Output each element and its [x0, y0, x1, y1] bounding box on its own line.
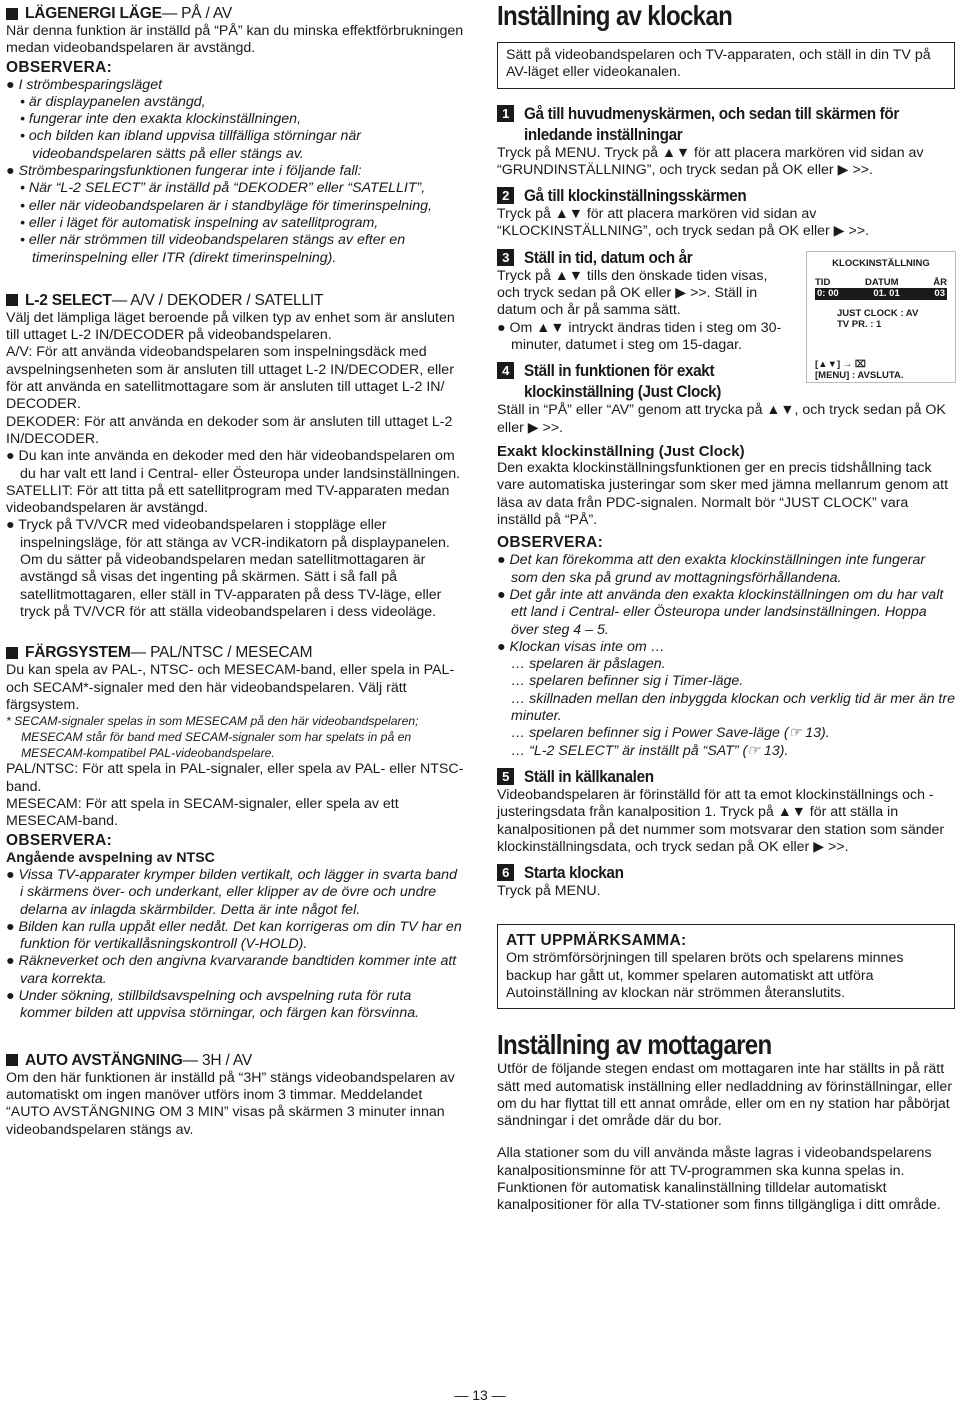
page-number: — 13 — [454, 1387, 506, 1403]
note-item: ● Strömbesparingsfunktionen fungerar inte i följande fall: [6, 163, 362, 180]
osd-just-clock: JUST CLOCK : AV [837, 308, 919, 319]
step-number-badge: 1 [497, 105, 514, 122]
note-label: OBSERVERA: [6, 831, 113, 849]
osd-menu-hint: [MENU] : AVSLUTA. [815, 370, 904, 381]
osd-value-row [815, 288, 947, 300]
step-3-heading: 3 Ställ in tid, datum och år [497, 247, 955, 268]
step-6-body: Tryck på MENU. [497, 883, 601, 900]
section-heading-fargsystem: FÄRGSYSTEM — PAL/NTSC / MESECAM [6, 643, 464, 662]
step-number-badge: 5 [497, 768, 514, 785]
note-subitem: • eller i läget för automatisk inspelning av satellitprogram, [20, 214, 379, 231]
just-clock-body: Den exakta klockinställningsfunktionen ger en precis tidshållning tack vare automatiska justeringar som sker med jämna mellanrum genom att läsa av data från PDC-signalen. Normalt bör “JUST CLOCK” vara inställd på “PÅ”. [497, 460, 949, 529]
osd-col-year: ÅR [933, 277, 947, 288]
square-bullet-icon [6, 8, 18, 20]
note-subitem: … spelaren befinner sig i Power Save-läge (☞ 13). [511, 725, 830, 742]
step-1-heading: 1 Gå till huvudmenyskärmen, och sedan till skärmen för inledande inställningar [497, 103, 955, 145]
note-subitem: • fungerar inte den exakta klockinställningen, [20, 111, 302, 128]
osd-title: KLOCKINSTÄLLNING [832, 258, 930, 269]
note-subitem: … “L-2 SELECT” är inställt på “SAT” (☞ 13). [511, 742, 789, 759]
step-2-body: Tryck på ▲▼ för att placera markören vid sidan av “KLOCKINSTÄLLNING”, och tryck sedan på OK eller ▶ >>. [497, 206, 870, 240]
step-number-badge: 2 [497, 187, 514, 204]
square-bullet-icon [6, 294, 18, 306]
note-subitem: … skillnaden mellan den inbyggda klockan och verklig tid är mer än tre minuter. [511, 690, 955, 725]
step-number-badge: 4 [497, 362, 514, 379]
section-body: När denna funktion är inställd på “PÅ” kan du minska effektförbrukningen medan videobandspelaren är avstängd. [6, 23, 464, 57]
page-title-receiver: Inställning av mottagaren [497, 1029, 772, 1061]
note-item: ● Det går inte att använda den exakta klockinställningen om du har valt ett land i Central- eller Östeuropa under landsinställningen. Hoppa över steg 4 – 5. [497, 586, 944, 638]
attention-text: Om strömförsörjningen till spelaren bröts och spelarens minnes backup har gått ut, kommer spelaren automatiskt att utföra Autoinställning av klockan när strömmen återanslutits. [506, 950, 904, 1001]
step-3-body: Tryck på ▲▼ tills den önskade tiden visas, och tryck sedan på OK eller ▶ >>. Ställ in datum och år på samma sätt. [497, 267, 768, 319]
left-column [6, 0, 464, 1139]
receiver-body-2: Alla stationer som du vill använda måste lagras i videobandspelarens kanalpositionsminne för att TV-programmen ska kunna spelas in. Funktionen för automatisk kanalinställning tilldelar automatiskt kanalpositioner för alla TV-stationer som finns tillgängliga i ditt område. [497, 1145, 941, 1214]
footnote: * SECAM-signaler spelas in som MESECAM på den här videobandspelaren; MESECAM står för band med SECAM-signaler som har spelats in på en MESECAM-kompatibel PAL-videobandspelare. [6, 714, 419, 760]
osd-tv-pr: TV PR. : 1 [837, 319, 882, 330]
note-item: ● Bilden kan rulla uppåt eller nedåt. Det kan korrigeras om din TV har en funktion för vertikallåsningskontroll (V-HOLD). [6, 918, 462, 953]
note-subitem: • När “L-2 SELECT” är inställd på “DEKODER” eller “SATELLIT”, [20, 180, 426, 197]
just-clock-heading: Exakt klockinställning (Just Clock) [497, 442, 745, 460]
note-label: OBSERVERA: [6, 58, 113, 76]
note-item: ● Klockan visas inte om … [497, 638, 665, 655]
step-4-heading: 4 Ställ in funktionen för exakt klockinställning (Just Clock) [497, 360, 955, 402]
osd-time-value: 0: 00 [817, 288, 839, 299]
section-heading-auto-avstangning: AUTO AVSTÄNGNING — 3H / AV [6, 1051, 464, 1070]
note-subitem: • eller när strömmen till videobandspelaren stängs av efter en timerinspelning eller ITR (direkt timerinspelning). [20, 232, 406, 266]
osd-col-date: DATUM [864, 277, 899, 288]
note-item: ● I strömbesparingsläget [6, 76, 163, 93]
note-subitem: … spelaren befinner sig i Timer-läge. [511, 673, 744, 690]
step-4-body: Ställ in “PÅ” eller “AV” genom att trycka på ▲▼, och tryck sedan på OK eller ▶ >>. [497, 402, 946, 436]
receiver-body-1: Utför de följande stegen endast om mottagaren inte har ställts in på rätt sätt med automatisk inställning eller nedladdning av förinställningar, eller om du har flyttat till ett annat område, eller om en ny station har påbörjat sändningar i det område där du bor. [497, 1061, 953, 1130]
note-label: OBSERVERA: [497, 534, 604, 552]
section-body: Du kan spela av PAL-, NTSC- och MESECAM-band, eller spela in PAL- och SECAM*-signaler med den här videobandspelaren. Välj rätt färgsystem. [6, 662, 455, 713]
section-body: Välj det lämpliga läget beroende på vilken typ av enhet som är ansluten till uttaget L-2 IN/DECODER på videobandspelaren. [6, 309, 455, 344]
step-5-body: Videobandspelaren är förinställd för att ta emot klockinställnings och -justeringsdata från kanalposition 1. Tryck på ▲▼ för att ställa in kanalpositionen på det nummer som motsvarar den station som sänder klockinställningsdata, och tryck sedan på OK eller ▶ >>. [497, 786, 945, 855]
step-3-bullet: ● Om ▲▼ intryckt ändras tiden i steg om 30-minuter, datumet i steg om 15-dagar. [497, 319, 782, 353]
note-subitem: • och bilden kan ibland uppvisa tillfälliga störningar när videobandspelaren sätts på eller stängs av. [20, 128, 361, 162]
osd-year-value: 03 [934, 288, 945, 299]
note-subitem: … spelaren är påslagen. [511, 656, 666, 673]
step-6-heading: 6 Starta klockan [497, 862, 955, 883]
step-2-heading: 2 Gå till klockinställningsskärmen [497, 185, 955, 206]
section-bullet: ● Du kan inte använda en dekoder med den här videobandspelaren om du har valt ett land i Central- eller Östeuropa under landsinställningen. [6, 448, 461, 482]
note-item: ● Vissa TV-apparater krymper bilden vertikalt, och lägger in svarta band i skärmens över- och underkant, eller klipper av de övre och undre delarna av inlagda skärmbilder. Detta är inte något fel. [6, 866, 457, 918]
osd-date-value: 01. 01 [873, 288, 900, 299]
square-bullet-icon [6, 1054, 18, 1066]
section-heading-lagenergi: LÄGENERGI LÄGE — PÅ / AV [6, 4, 464, 23]
step-5-heading: 5 Ställ in källkanalen [497, 766, 955, 787]
intro-box [497, 42, 955, 89]
section-body: SATELLIT: För att titta på ett satellitprogram med TV-apparaten medan videobandspelaren är avstängd. [6, 482, 450, 517]
section-body: Om den här funktionen är inställd på “3H” stängs videobandspelaren av automatiskt om ingen manöver utförs inom 3 timmar. Meddelandet “AUTO AVSTÄNGNING OM 3 MIN” visas på skärmen 3 minuter innan videobandspelaren stängs av. [6, 1069, 455, 1138]
note-item: ● Räkneverket och den angivna kvarvarande bandtiden kommer inte att vara korrekta. [6, 953, 457, 987]
section-body: DEKODER: För att använda en dekoder som är ansluten till uttaget L-2 IN/DECODER. [6, 413, 453, 447]
page-title-clock: Inställning av klockan [497, 0, 733, 31]
step-1-body: Tryck på MENU. Tryck på ▲▼ för att placera markören vid sidan av “GRUNDINSTÄLLNING”, och tryck sedan på OK eller ▶ >>. [497, 144, 924, 178]
section-body: MESECAM: För att spela in SECAM-signaler, eller spela av ett MESECAM-band. [6, 796, 399, 830]
osd-col-time: TID [815, 277, 831, 288]
clock-setting-screen-illustration [806, 251, 956, 383]
section-body: PAL/NTSC: För att spela in PAL-signaler, eller spela av PAL- eller NTSC-band. [6, 761, 464, 795]
section-heading-l2-select: L-2 SELECT — A/V / DEKODER / SATELLIT [6, 291, 464, 310]
note-item: ● Det kan förekomma att den exakta klockinställningen inte fungerar som den ska på grund av mottagningsförhållandena. [497, 552, 926, 586]
note-subheading: Angående avspelning av NTSC [6, 849, 215, 866]
intro-text: Sätt på videobandspelaren och TV-apparaten, och ställ in din TV på AV-läget eller videokanalen. [506, 47, 931, 81]
osd-arrow-hint: [▲▼] → ⌧ [815, 359, 866, 370]
section-bullet: ● Tryck på TV/VCR med videobandspelaren i stoppläge eller inspelningsläge, för att stänga av VCR-indikatorn på displaypanelen. Om du sätter på videobandspelaren medan satellitmottagaren är avstängd så visas det ingenting på skärmen. Sätt i så fall på satellitmottagaren, eller ställ in TV-apparaten på dess TV-läge, eller tryck på TV/VCR för att ställa videobandspelaren i dess videoläge. [6, 517, 450, 620]
note-item: ● Under sökning, stillbildsavspelning och avspelning ruta för ruta kommer bilden att uppvisa störningar, och färgen kan försvinna. [6, 988, 420, 1022]
note-subitem: • är displaypanelen avstängd, [20, 93, 206, 110]
step-number-badge: 3 [497, 249, 514, 266]
attention-box [497, 924, 955, 1009]
right-column [497, 0, 955, 1215]
section-body: A/V: För att använda videobandspelaren som inspelningsdäck med avspelningsenheten som är ansluten till uttaget L-2 IN/DECODER, eller för att använda en satellitmottagare som är ansluten till uttaget L-2 IN/ DECODER. [6, 344, 454, 413]
step-number-badge: 6 [497, 864, 514, 881]
osd-column-headers [815, 277, 947, 288]
square-bullet-icon [6, 647, 18, 659]
attention-label: ATT UPPMÄRKSAMMA: [506, 932, 687, 950]
note-subitem: • eller när videobandspelaren är i standbyläge för timerinspelning, [20, 197, 432, 214]
